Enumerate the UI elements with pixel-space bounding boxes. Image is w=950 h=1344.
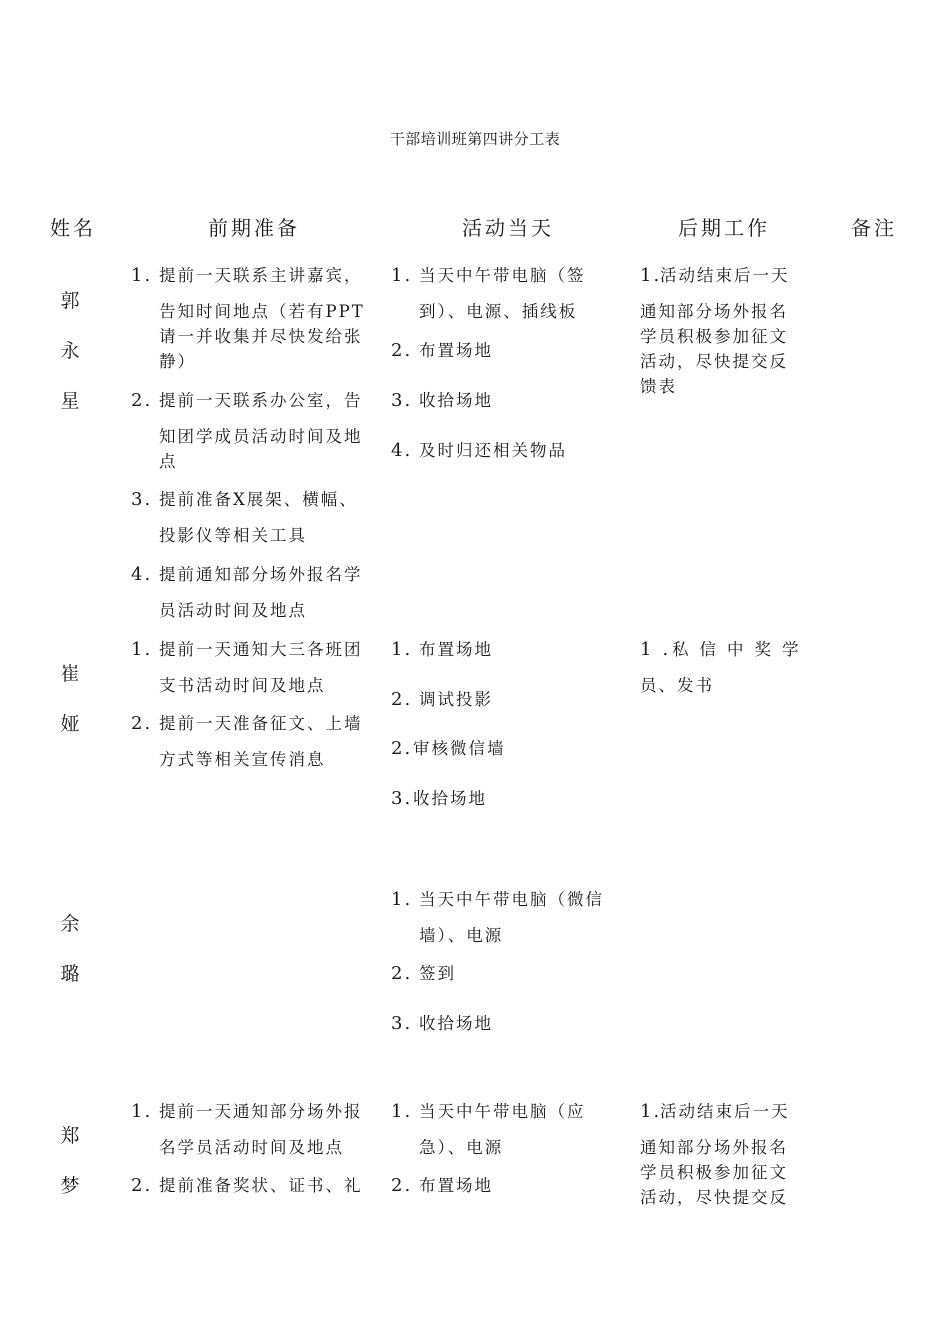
prep-item: 1. 提前一天通知大三各班团 支书活动时间及地点 <box>131 639 363 695</box>
day-item: 1. 当天中午带电脑（应 急）、电源 <box>391 1101 586 1157</box>
day-item: 1. 当天中午带电脑（签 到）、电源、插线板 <box>391 265 586 321</box>
header-day: 活动当天 <box>462 216 554 240</box>
document-title: 干部培训班第四讲分工表 <box>389 130 561 148</box>
day-item: 2.审核微信墙 <box>391 738 506 759</box>
day-item: 4. 及时归还相关物品 <box>391 440 567 461</box>
day-item: 2. 签到 <box>391 963 456 984</box>
day-item: 3. 收拾场地 <box>391 390 493 411</box>
post-item: 1.活动结束后一天 通知部分场外报名 学员积极参加征文 活动，尽快提交反 <box>640 1101 790 1207</box>
day-item: 2. 布置场地 <box>391 1175 493 1196</box>
header-name: 姓名 <box>50 216 96 240</box>
person-name-1: 郭 永 星 <box>60 290 80 412</box>
prep-item: 1. 提前一天通知部分场外报 名学员活动时间及地点 <box>131 1101 363 1157</box>
post-item: 1.私信中奖学 员、发书 <box>640 639 810 695</box>
day-item: 2. 调试投影 <box>391 689 493 710</box>
day-item: 1. 当天中午带电脑（微信 墙）、电源 <box>391 889 604 945</box>
prep-item: 2. 提前准备奖状、证书、礼 <box>131 1175 363 1196</box>
person-name-3: 余 璐 <box>60 913 80 985</box>
day-item: 3. 收拾场地 <box>391 1013 493 1034</box>
header-note: 备注 <box>851 216 897 240</box>
post-item: 1.活动结束后一天 通知部分场外报名 学员积极参加征文 活动，尽快提交反 馈表 <box>640 265 790 396</box>
header-post: 后期工作 <box>678 216 770 240</box>
day-item: 2. 布置场地 <box>391 340 493 361</box>
header-prep: 前期准备 <box>208 216 300 240</box>
prep-item: 2. 提前一天准备征文、上墙 方式等相关宣传消息 <box>131 713 363 769</box>
prep-item: 3. 提前准备X展架、横幅、 投影仪等相关工具 <box>131 489 358 545</box>
person-name-2: 崔 娅 <box>60 663 80 735</box>
prep-item: 2. 提前一天联系办公室，告 知团学成员活动时间及地 点 <box>131 390 363 471</box>
day-item: 1. 布置场地 <box>391 639 493 660</box>
prep-item: 4. 提前通知部分场外报名学 员活动时间及地点 <box>131 564 363 620</box>
day-item: 3.收拾场地 <box>391 788 487 809</box>
prep-item: 1. 提前一天联系主讲嘉宾， 告知时间地点（若有PPT 请一并收集并尽快发给张 静） <box>131 265 365 371</box>
person-name-4: 郑 梦 <box>60 1125 80 1197</box>
